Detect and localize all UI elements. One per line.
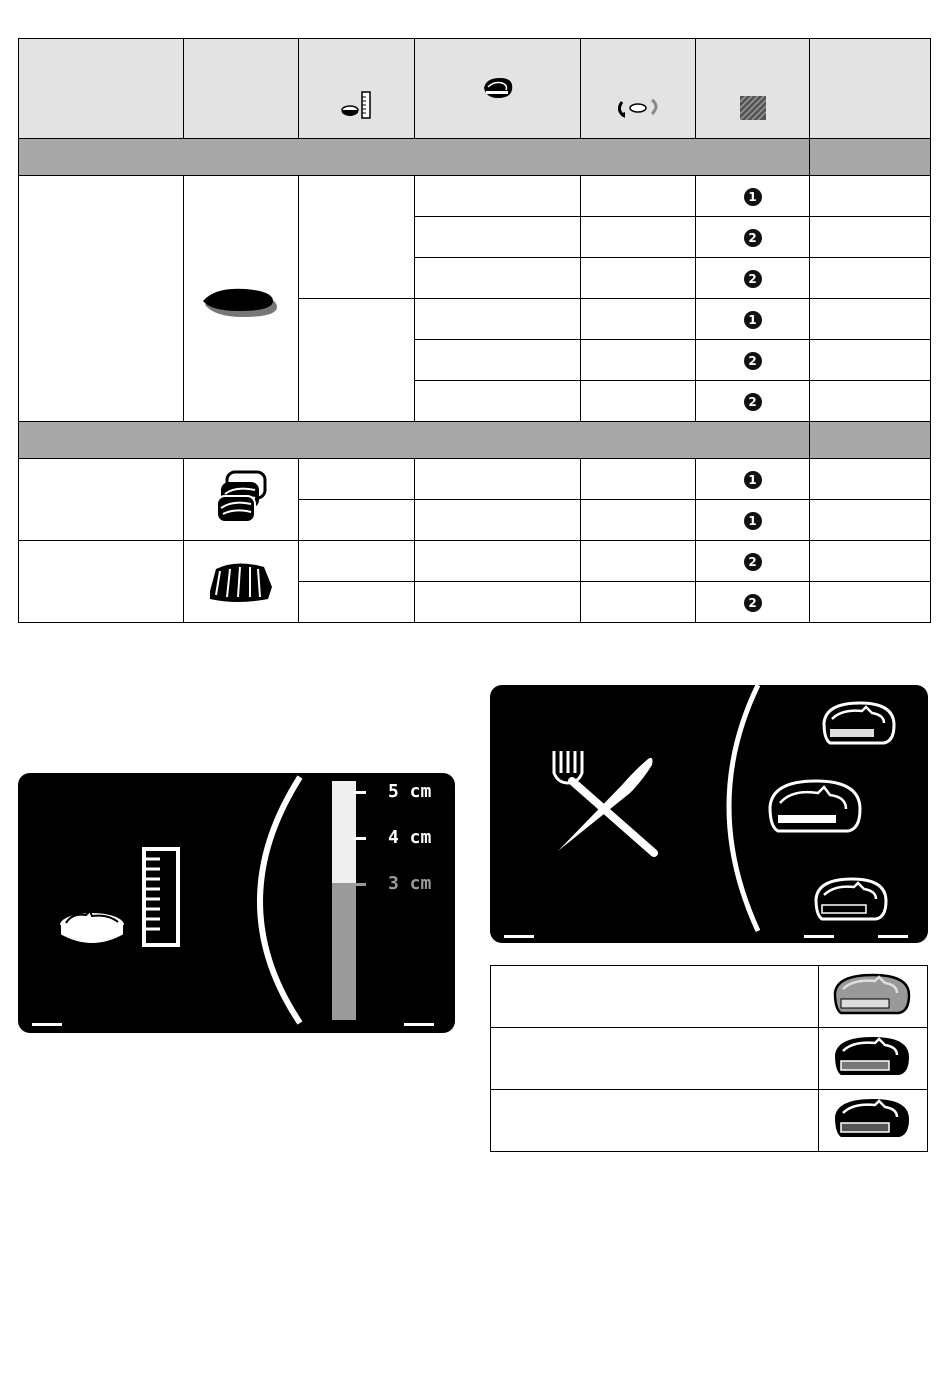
- step-counter: 2: [744, 553, 762, 571]
- section-row: [19, 139, 931, 176]
- well-done-steak-icon: [812, 875, 892, 925]
- header-grill: [696, 39, 810, 139]
- medium-icon: [831, 1033, 915, 1081]
- legend-row: [491, 966, 928, 1028]
- doneness-display: [490, 685, 928, 943]
- softkey-middle[interactable]: [804, 935, 834, 938]
- table-row: [19, 541, 931, 582]
- step-counter: 2: [744, 393, 762, 411]
- scale-label-3cm: 3 cm: [388, 873, 432, 894]
- table-row: [19, 459, 931, 500]
- step-counter: 2: [744, 229, 762, 247]
- cutlery-icon: [546, 751, 676, 861]
- steak-thickness-icon: [56, 845, 186, 955]
- cooking-table: [18, 38, 931, 623]
- steak-icon: [480, 74, 516, 102]
- step-counter: 2: [744, 352, 762, 370]
- step-counter: 1: [744, 311, 762, 329]
- rare-icon: [831, 971, 915, 1019]
- step-counter: 2: [744, 594, 762, 612]
- softkey-right[interactable]: [404, 1023, 434, 1026]
- step-counter: 1: [744, 188, 762, 206]
- section-row: [19, 422, 931, 459]
- step-counter: 2: [744, 270, 762, 288]
- softkey-right[interactable]: [878, 935, 908, 938]
- tick-3cm: [354, 883, 366, 886]
- softkey-left[interactable]: [504, 935, 534, 938]
- header-cell: [184, 39, 299, 139]
- thickness-display: [18, 773, 455, 1033]
- table-row: [19, 176, 931, 217]
- scale-label-5cm: 5 cm: [388, 781, 432, 802]
- softkey-left[interactable]: [32, 1023, 62, 1026]
- medium-steak-icon: [766, 777, 866, 839]
- fish-steak-icon: [206, 557, 276, 603]
- thickness-icon: [340, 90, 374, 120]
- doneness-legend: [490, 965, 928, 1152]
- rare-steak-icon: [820, 699, 900, 749]
- flat-fish-icon: [201, 283, 281, 323]
- header-cell: [810, 39, 931, 139]
- turn-icon: [616, 96, 660, 120]
- tick-4cm: [354, 837, 366, 840]
- fish-fillets-icon: [211, 468, 271, 528]
- header-food: [415, 39, 581, 139]
- table-header-row: [19, 39, 931, 139]
- legend-row: [491, 1090, 928, 1152]
- grill-mark-icon: [740, 96, 766, 120]
- thickness-bar-fill: [332, 883, 356, 1020]
- tick-5cm: [354, 791, 366, 794]
- step-counter: 1: [744, 471, 762, 489]
- well-done-icon: [831, 1095, 915, 1143]
- header-turn: [581, 39, 696, 139]
- step-counter: 1: [744, 512, 762, 530]
- legend-row: [491, 1028, 928, 1090]
- header-cell: [19, 39, 184, 139]
- scale-label-4cm: 4 cm: [388, 827, 432, 848]
- header-thickness: [299, 39, 415, 139]
